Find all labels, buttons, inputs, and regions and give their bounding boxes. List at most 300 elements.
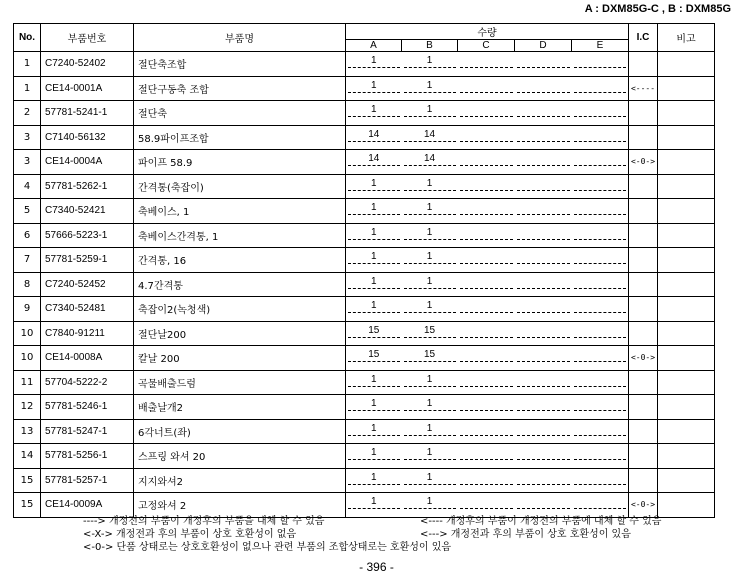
qty-dashed-line: [460, 508, 513, 509]
parts-rows: [14, 52, 715, 518]
qty-dashed-line: [404, 386, 456, 387]
row-part-name: 간격통, 16: [134, 248, 346, 273]
qty-value: 1: [426, 104, 433, 115]
row-part-name: 칼날 200: [134, 346, 346, 371]
qty-value: 1: [426, 202, 433, 213]
row-qty-d: [515, 174, 572, 199]
row-qty-a: [346, 395, 402, 420]
row-ic: [629, 174, 658, 199]
row-qty-b: [402, 272, 458, 297]
row-qty-d: [515, 52, 572, 77]
row-qty-a: [346, 248, 402, 273]
row-part-no: 57666-5223-1: [41, 223, 134, 248]
qty-dashed-line: [517, 67, 570, 68]
qty-value: 14: [368, 153, 380, 164]
row-qty-e: [572, 346, 629, 371]
row-qty-c: [458, 199, 515, 224]
qty-dashed-line: [404, 67, 456, 68]
qty-value: 1: [370, 300, 377, 311]
row-qty-d: [515, 321, 572, 346]
row-remark: [658, 272, 715, 297]
qty-dashed-line: [574, 190, 627, 191]
row-part-name: 6각너트(좌): [134, 419, 346, 444]
row-no: 1: [14, 76, 41, 101]
row-qty-e: [572, 174, 629, 199]
qty-dashed-line: [460, 141, 513, 142]
qty-value: 1: [426, 79, 433, 91]
row-no: 11: [14, 370, 41, 395]
qty-dashed-line: [348, 288, 400, 289]
row-no: 14: [14, 444, 41, 469]
header-qty: 수량: [346, 24, 629, 40]
row-qty-e: [572, 395, 629, 420]
table-row: [14, 419, 715, 444]
row-qty-b: [402, 468, 458, 493]
qty-dashed-line: [404, 361, 456, 362]
qty-dashed-line: [460, 484, 513, 485]
row-qty-e: [572, 321, 629, 346]
qty-value: 1: [370, 496, 377, 507]
qty-dashed-line: [460, 312, 513, 313]
row-qty-e: [572, 223, 629, 248]
row-part-name: 축베이스간격통, 1: [134, 223, 346, 248]
row-no: 8: [14, 272, 41, 297]
qty-dashed-line: [574, 386, 627, 387]
row-remark: [658, 346, 715, 371]
row-qty-e: [572, 199, 629, 224]
qty-dashed-line: [460, 92, 513, 93]
qty-dashed-line: [348, 435, 400, 436]
qty-dashed-line: [517, 312, 570, 313]
row-ic: [629, 272, 658, 297]
qty-dashed-line: [517, 239, 570, 240]
row-remark: [658, 493, 715, 518]
qty-value: 1: [426, 226, 433, 238]
row-qty-b: [402, 150, 458, 175]
row-part-no: CE14-0009A: [41, 493, 134, 518]
row-ic: [629, 419, 658, 444]
qty-dashed-line: [348, 410, 400, 411]
row-qty-c: [458, 150, 515, 175]
qty-dashed-line: [574, 410, 627, 411]
row-qty-a: [346, 199, 402, 224]
legend-compatible: <---> 개정전과 후의 부품이 상호 호환성이 있음: [420, 529, 631, 540]
row-part-name: 58.9파이프조합: [134, 125, 346, 150]
qty-value: 1: [426, 251, 433, 262]
table-row: [14, 395, 715, 420]
row-qty-e: [572, 125, 629, 150]
row-qty-e: [572, 419, 629, 444]
row-ic: [629, 297, 658, 322]
qty-dashed-line: [348, 386, 400, 387]
table-row: [14, 468, 715, 493]
row-qty-c: [458, 444, 515, 469]
qty-value: 15: [423, 349, 436, 360]
row-ic: [629, 52, 658, 77]
row-part-name: 절단구동축 조합: [134, 76, 346, 101]
row-qty-c: [458, 297, 515, 322]
qty-dashed-line: [460, 239, 513, 240]
qty-dashed-line: [517, 361, 570, 362]
legend-backward: <---- 개정후의 부품이 개정전의 부품에 대체 할 수 있음: [420, 516, 662, 527]
qty-dashed-line: [574, 361, 627, 362]
row-no: 15: [14, 468, 41, 493]
table-row: [14, 346, 715, 371]
row-remark: [658, 395, 715, 420]
table-row: [14, 223, 715, 248]
qty-value: 1: [370, 471, 377, 483]
row-qty-b: [402, 321, 458, 346]
row-qty-c: [458, 223, 515, 248]
row-part-no: C7240-52402: [41, 52, 134, 77]
table-row: [14, 76, 715, 101]
qty-value: 1: [370, 177, 377, 189]
row-qty-a: [346, 272, 402, 297]
row-part-name: 절단축조합: [134, 52, 346, 77]
row-part-no: C7240-52452: [41, 272, 134, 297]
legend-assembly-compatible: <-0-> 단품 상태로는 상호호환성이 없으나 관련 부품의 조합상태로는 호환성이 있음: [83, 542, 452, 553]
row-ic: [629, 321, 658, 346]
qty-value: 1: [370, 398, 377, 409]
qty-value: 1: [370, 55, 377, 66]
row-qty-a: [346, 444, 402, 469]
row-ic: <-0->: [629, 150, 658, 175]
row-qty-a: [346, 297, 402, 322]
qty-dashed-line: [348, 92, 400, 93]
row-qty-a: [346, 125, 402, 150]
row-qty-b: [402, 370, 458, 395]
row-remark: [658, 174, 715, 199]
qty-dashed-line: [517, 484, 570, 485]
row-part-name: 파이프 58.9: [134, 150, 346, 175]
row-qty-c: [458, 493, 515, 518]
qty-dashed-line: [404, 312, 456, 313]
qty-value: 1: [426, 275, 433, 287]
qty-dashed-line: [460, 386, 513, 387]
row-remark: [658, 150, 715, 175]
row-qty-e: [572, 248, 629, 273]
row-qty-a: [346, 101, 402, 126]
row-no: 2: [14, 101, 41, 126]
qty-dashed-line: [460, 337, 513, 338]
model-designation: A : DXM85G-C , B : DXM85G: [584, 3, 731, 15]
table-row: [14, 444, 715, 469]
qty-dashed-line: [517, 386, 570, 387]
row-qty-b: [402, 444, 458, 469]
table-row: [14, 272, 715, 297]
qty-value: 1: [426, 398, 433, 409]
row-qty-c: [458, 76, 515, 101]
table-row: [14, 297, 715, 322]
row-qty-b: [402, 174, 458, 199]
row-part-no: 57781-5256-1: [41, 444, 134, 469]
row-remark: [658, 101, 715, 126]
qty-dashed-line: [404, 214, 456, 215]
table-row: [14, 101, 715, 126]
qty-dashed-line: [404, 239, 456, 240]
qty-value: 1: [370, 373, 377, 385]
qty-dashed-line: [348, 67, 400, 68]
row-qty-a: [346, 419, 402, 444]
qty-dashed-line: [574, 165, 627, 166]
qty-dashed-line: [404, 459, 456, 460]
row-part-name: 축잡이2(녹청색): [134, 297, 346, 322]
qty-dashed-line: [404, 116, 456, 117]
row-ic: [629, 248, 658, 273]
row-part-no: 57781-5262-1: [41, 174, 134, 199]
row-remark: [658, 52, 715, 77]
qty-dashed-line: [460, 67, 513, 68]
row-part-no: 57781-5247-1: [41, 419, 134, 444]
table-row: [14, 52, 715, 77]
row-qty-d: [515, 248, 572, 273]
table-row: [14, 150, 715, 175]
row-no: 15: [14, 493, 41, 518]
row-qty-e: [572, 52, 629, 77]
row-ic: [629, 199, 658, 224]
qty-dashed-line: [460, 165, 513, 166]
row-ic: <----: [629, 76, 658, 101]
row-qty-e: [572, 444, 629, 469]
row-qty-e: [572, 101, 629, 126]
row-qty-a: [346, 223, 402, 248]
qty-value: 1: [426, 300, 433, 311]
row-qty-b: [402, 101, 458, 126]
row-no: 3: [14, 150, 41, 175]
row-qty-b: [402, 199, 458, 224]
row-qty-d: [515, 419, 572, 444]
row-qty-e: [572, 468, 629, 493]
qty-value: 1: [370, 422, 377, 434]
row-no: 10: [14, 321, 41, 346]
row-no: 4: [14, 174, 41, 199]
row-qty-b: [402, 419, 458, 444]
row-part-name: 간격통(축잡이): [134, 174, 346, 199]
row-part-name: 곡물배출드럼: [134, 370, 346, 395]
row-qty-d: [515, 101, 572, 126]
row-qty-a: [346, 321, 402, 346]
row-part-no: C7840-91211: [41, 321, 134, 346]
qty-dashed-line: [348, 312, 400, 313]
qty-value: 1: [426, 422, 433, 434]
row-qty-a: [346, 346, 402, 371]
qty-dashed-line: [574, 67, 627, 68]
row-qty-a: [346, 468, 402, 493]
row-part-name: 지지와셔2: [134, 468, 346, 493]
qty-value: 1: [426, 471, 433, 483]
row-qty-d: [515, 76, 572, 101]
row-qty-d: [515, 493, 572, 518]
qty-dashed-line: [460, 214, 513, 215]
qty-dashed-line: [348, 263, 400, 264]
row-ic: [629, 223, 658, 248]
row-qty-d: [515, 395, 572, 420]
header-qty-b: B: [402, 40, 458, 52]
row-part-no: CE14-0004A: [41, 150, 134, 175]
row-qty-e: [572, 297, 629, 322]
row-ic: <-0->: [629, 346, 658, 371]
row-qty-d: [515, 444, 572, 469]
qty-dashed-line: [574, 312, 627, 313]
qty-dashed-line: [404, 190, 456, 191]
row-qty-b: [402, 52, 458, 77]
row-part-no: 57781-5241-1: [41, 101, 134, 126]
qty-dashed-line: [404, 484, 456, 485]
row-part-no: CE14-0001A: [41, 76, 134, 101]
qty-dashed-line: [574, 239, 627, 240]
header-remark: 비고: [658, 24, 715, 52]
qty-dashed-line: [517, 141, 570, 142]
qty-dashed-line: [517, 92, 570, 93]
row-qty-d: [515, 199, 572, 224]
row-part-name: 스프링 와셔 20: [134, 444, 346, 469]
row-no: 10: [14, 346, 41, 371]
header-qty-a: A: [346, 40, 402, 52]
legend-incompatible: <-X-> 개정전과 후의 부품이 상호 호환성이 없음: [83, 529, 297, 540]
qty-dashed-line: [574, 484, 627, 485]
qty-dashed-line: [517, 214, 570, 215]
row-part-no: C7340-52481: [41, 297, 134, 322]
qty-dashed-line: [348, 214, 400, 215]
row-qty-d: [515, 346, 572, 371]
row-part-name: 절단축: [134, 101, 346, 126]
header-qty-c: C: [458, 40, 515, 52]
row-qty-a: [346, 76, 402, 101]
qty-value: 1: [426, 373, 433, 385]
qty-dashed-line: [574, 141, 627, 142]
header-qty-d: D: [515, 40, 572, 52]
row-ic: [629, 370, 658, 395]
row-remark: [658, 248, 715, 273]
row-qty-b: [402, 395, 458, 420]
row-qty-c: [458, 52, 515, 77]
qty-value: 1: [426, 496, 433, 507]
row-remark: [658, 297, 715, 322]
qty-value: 14: [368, 128, 380, 140]
table-row: [14, 248, 715, 273]
row-no: 5: [14, 199, 41, 224]
row-qty-e: [572, 370, 629, 395]
qty-dashed-line: [574, 508, 627, 509]
row-qty-a: [346, 370, 402, 395]
qty-value: 1: [426, 177, 433, 189]
row-qty-d: [515, 297, 572, 322]
row-part-no: 57781-5246-1: [41, 395, 134, 420]
qty-value: 1: [426, 447, 433, 458]
row-ic: [629, 101, 658, 126]
row-remark: [658, 444, 715, 469]
row-no: 7: [14, 248, 41, 273]
row-qty-e: [572, 76, 629, 101]
qty-dashed-line: [404, 337, 456, 338]
qty-dashed-line: [574, 116, 627, 117]
qty-dashed-line: [404, 263, 456, 264]
row-no: 1: [14, 52, 41, 77]
header-part-no: 부품번호: [41, 24, 134, 52]
row-part-name: 절단날200: [134, 321, 346, 346]
qty-value: 14: [423, 128, 436, 140]
row-remark: [658, 321, 715, 346]
qty-dashed-line: [517, 263, 570, 264]
row-qty-a: [346, 52, 402, 77]
qty-dashed-line: [574, 288, 627, 289]
qty-value: 1: [370, 447, 377, 458]
qty-value: 1: [370, 79, 377, 91]
qty-dashed-line: [404, 165, 456, 166]
row-qty-c: [458, 468, 515, 493]
row-part-name: 고정와셔 2: [134, 493, 346, 518]
qty-dashed-line: [460, 116, 513, 117]
row-no: 12: [14, 395, 41, 420]
qty-dashed-line: [517, 190, 570, 191]
qty-dashed-line: [574, 92, 627, 93]
row-qty-c: [458, 346, 515, 371]
qty-dashed-line: [574, 435, 627, 436]
row-qty-b: [402, 248, 458, 273]
row-qty-d: [515, 150, 572, 175]
qty-dashed-line: [517, 459, 570, 460]
parts-table: [13, 23, 715, 518]
row-remark: [658, 199, 715, 224]
row-part-name: 배출날개2: [134, 395, 346, 420]
qty-dashed-line: [460, 361, 513, 362]
qty-dashed-line: [404, 92, 456, 93]
qty-dashed-line: [404, 435, 456, 436]
row-remark: [658, 76, 715, 101]
qty-dashed-line: [517, 116, 570, 117]
qty-dashed-line: [404, 288, 456, 289]
row-part-name: 4.7간격통: [134, 272, 346, 297]
row-qty-d: [515, 125, 572, 150]
row-remark: [658, 125, 715, 150]
table-row: [14, 493, 715, 518]
qty-dashed-line: [460, 435, 513, 436]
header-ic: I.C: [629, 24, 658, 52]
page-number: - 396 -: [359, 560, 394, 574]
row-ic: [629, 395, 658, 420]
row-part-no: CE14-0008A: [41, 346, 134, 371]
qty-dashed-line: [460, 459, 513, 460]
qty-value: 1: [370, 251, 377, 262]
row-qty-c: [458, 125, 515, 150]
table-row: [14, 370, 715, 395]
qty-dashed-line: [517, 508, 570, 509]
qty-dashed-line: [348, 165, 400, 166]
row-part-no: C7340-52421: [41, 199, 134, 224]
qty-dashed-line: [574, 459, 627, 460]
qty-dashed-line: [574, 263, 627, 264]
compatibility-legend: [83, 515, 661, 554]
qty-value: 1: [370, 104, 377, 115]
qty-value: 1: [426, 55, 433, 66]
row-qty-c: [458, 395, 515, 420]
row-part-no: C7140-56132: [41, 125, 134, 150]
qty-dashed-line: [348, 459, 400, 460]
row-no: 3: [14, 125, 41, 150]
row-qty-e: [572, 493, 629, 518]
qty-dashed-line: [517, 337, 570, 338]
row-qty-d: [515, 468, 572, 493]
qty-dashed-line: [404, 410, 456, 411]
qty-value: 14: [423, 153, 436, 164]
qty-dashed-line: [348, 484, 400, 485]
qty-dashed-line: [460, 410, 513, 411]
qty-dashed-line: [348, 141, 400, 142]
row-qty-d: [515, 223, 572, 248]
table-row: [14, 199, 715, 224]
table-row: [14, 125, 715, 150]
row-qty-c: [458, 101, 515, 126]
